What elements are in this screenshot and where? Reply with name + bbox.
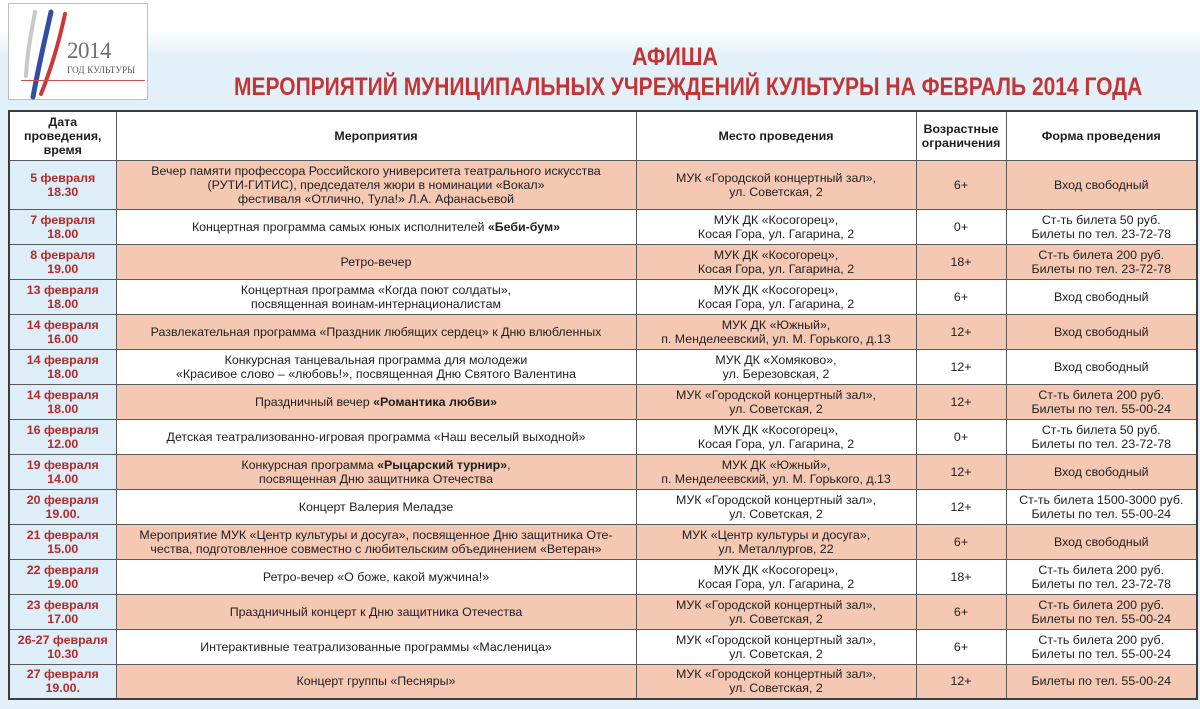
header-age [916, 111, 1006, 160]
event-date-cell [9, 314, 116, 349]
event-name-line: Концерт Валерия Меладзе [298, 499, 454, 514]
venue-address: ул. Советская, 2 [729, 611, 823, 626]
event-time: 18.00 [47, 401, 79, 416]
event-name-cell [116, 629, 636, 664]
age-rating-cell: 12+ [916, 349, 1006, 384]
venue-cell [636, 454, 916, 489]
venue-address: п. Менделеевский, ул. М. Горького, д.13 [661, 471, 891, 486]
event-time: 18.00 [47, 366, 79, 381]
event-name-line: фестиваля «Отлично, Тула!» Л.А. Афанасьевой [237, 191, 515, 206]
logo-divider [21, 80, 145, 81]
table-row [9, 629, 1197, 664]
admission-format-cell [1006, 524, 1197, 559]
events-table [8, 110, 1198, 700]
venue-cell [636, 209, 916, 244]
event-name-line: «Красивое слово – «любовь!», посвященная Дню Святого Валентина [175, 366, 577, 381]
table-row [9, 209, 1197, 244]
venue-name: МУК «Городской концертный зал», [676, 387, 876, 402]
event-date-cell [9, 384, 116, 419]
event-name-cell [116, 594, 636, 629]
venue-cell [636, 594, 916, 629]
venue-name: МУК ДК «Косогорец», [713, 247, 839, 262]
venue-address: ул. Советская, 2 [729, 506, 823, 521]
admission-format-line: Вход свободный [1053, 359, 1149, 374]
admission-format-line: Билеты по тел. 23-72-78 [1031, 576, 1172, 591]
venue-cell [636, 160, 916, 209]
venue-name: МУК ДК «Косогорец», [713, 212, 839, 227]
table-row [9, 349, 1197, 384]
event-name-line: чества, подготовленное совместно с любительским объединением «Ветеран» [150, 541, 602, 556]
event-date: 8 февраля [30, 247, 96, 262]
venue-cell [636, 489, 916, 524]
venue-cell [636, 384, 916, 419]
event-name-cell [116, 244, 636, 279]
event-date: 5 февраля [30, 170, 96, 185]
admission-format-cell [1006, 629, 1197, 664]
table-row [9, 524, 1197, 559]
event-name-line: Интерактивные театрализованные программы «Масленица» [200, 639, 552, 654]
event-name-line: Концертная программа «Когда поют солдаты», [240, 282, 512, 297]
event-name-line: Вечер памяти профессора Российского университета театрального искусства [151, 163, 601, 178]
event-name-text: Конкурсная программа [241, 457, 378, 472]
event-date: 27 февраля [26, 667, 99, 682]
admission-format-cell [1006, 384, 1197, 419]
header-venue: Место проведения [636, 111, 916, 160]
event-name-cell [116, 489, 636, 524]
age-rating-cell: 12+ [916, 314, 1006, 349]
event-date-cell [9, 209, 116, 244]
admission-format-cell [1006, 594, 1197, 629]
admission-format-line: Ст-ть билета 1500-3000 руб. [1019, 492, 1184, 507]
venue-name: МУК «Городской концертный зал», [676, 170, 876, 185]
event-name-highlight: «Рыцарский турнир» [377, 457, 508, 472]
admission-format-line: Билеты по тел. 55-00-24 [1031, 646, 1172, 661]
event-date: 22 февраля [26, 562, 99, 577]
event-date-cell [9, 419, 116, 454]
event-name-line [120, 220, 633, 234]
venue-name: МУК ДК «Южный», [721, 457, 831, 472]
event-name-highlight: «Романтика любви» [373, 394, 498, 409]
admission-format-cell [1006, 279, 1197, 314]
event-date: 23 февраля [26, 597, 99, 612]
admission-format-cell [1006, 160, 1197, 209]
event-date: 14 февраля [26, 317, 99, 332]
age-rating-cell: 6+ [916, 594, 1006, 629]
header-format: Форма проведения [1006, 111, 1197, 160]
event-name-cell [116, 419, 636, 454]
venue-cell [636, 629, 916, 664]
admission-format-cell [1006, 489, 1197, 524]
admission-format-line: Ст-ть билета 50 руб. [1041, 212, 1161, 227]
admission-format-line: Ст-ть билета 50 руб. [1041, 422, 1161, 437]
table-row [9, 489, 1197, 524]
event-time: 14.00 [47, 471, 79, 486]
admission-format-line: Вход свободный [1053, 464, 1149, 479]
table-row [9, 244, 1197, 279]
admission-format-line: Ст-ть билета 200 руб. [1038, 597, 1165, 612]
header-age-line: Возрастные [923, 121, 999, 136]
event-name-line: Концерт группы «Песняры» [296, 674, 456, 689]
event-name-cell [116, 160, 636, 209]
header-event: Мероприятия [116, 111, 636, 160]
event-date-cell [9, 629, 116, 664]
event-name-line: посвященная воинам-интернационалистам [250, 296, 501, 311]
event-name-line: Мероприятие МУК «Центр культуры и досуга», посвященное Дню защитника Оте- [139, 527, 613, 542]
venue-name: МУК ДК «Косогорец», [713, 422, 839, 437]
admission-format-cell [1006, 209, 1197, 244]
event-time: 19.00. [45, 681, 80, 696]
event-name-line: Детская театрализованно-игровая программа «Наш веселый выходной» [166, 429, 586, 444]
header-date [9, 111, 116, 160]
venue-cell [636, 279, 916, 314]
event-time: 12.00 [47, 436, 79, 451]
event-date-cell [9, 594, 116, 629]
venue-name: МУК ДК «Южный», [721, 317, 831, 332]
poster-title: АФИША [632, 43, 718, 71]
event-date: 7 февраля [30, 212, 96, 227]
event-name-cell [116, 209, 636, 244]
age-rating-cell: 12+ [916, 489, 1006, 524]
venue-cell [636, 664, 916, 699]
age-rating-cell: 12+ [916, 454, 1006, 489]
event-time: 18.00 [47, 296, 79, 311]
admission-format-cell [1006, 314, 1197, 349]
venue-address: п. Менделеевский, ул. М. Горького, д.13 [661, 331, 891, 346]
event-name-highlight: «Беби-бум» [487, 219, 561, 234]
venue-name: МУК «Центр культуры и досуга», [681, 527, 871, 542]
event-name-line: посвященная Дню защитника Отечества [259, 471, 493, 486]
table-row [9, 594, 1197, 629]
event-name-line: Ретро-вечер [340, 254, 412, 269]
admission-format-line: Ст-ть билета 200 руб. [1038, 562, 1165, 577]
venue-address: ул. Березовская, 2 [722, 366, 830, 381]
admission-format-cell [1006, 454, 1197, 489]
table-row [9, 664, 1197, 699]
table-row [9, 559, 1197, 594]
event-date: 13 февраля [26, 282, 99, 297]
event-name-text: Праздничный вечер [254, 394, 374, 409]
age-rating-cell: 6+ [916, 629, 1006, 664]
table-row [9, 384, 1197, 419]
table-row [9, 279, 1197, 314]
year-of-culture-logo [8, 3, 148, 100]
event-name-cell [116, 454, 636, 489]
event-name-cell [116, 524, 636, 559]
event-time: 16.00 [47, 331, 79, 346]
header-date-line: время [43, 142, 82, 157]
admission-format-line: Билеты по тел. 23-72-78 [1031, 226, 1172, 241]
admission-format-line: Билеты по тел. 55-00-24 [1031, 674, 1172, 689]
event-name-line [120, 458, 633, 472]
event-name-cell [116, 664, 636, 699]
venue-name: МУК «Городской концертный зал», [676, 632, 876, 647]
event-date: 14 февраля [26, 352, 99, 367]
venue-name: МУК ДК «Хомяково», [715, 352, 837, 367]
event-date-cell [9, 489, 116, 524]
age-rating-cell: 0+ [916, 209, 1006, 244]
venue-cell [636, 524, 916, 559]
table-header-row [9, 111, 1197, 160]
event-time: 10.30 [47, 646, 79, 661]
event-date-cell [9, 349, 116, 384]
table-row [9, 314, 1197, 349]
event-name-line: Конкурсная танцевальная программа для молодежи [224, 352, 528, 367]
admission-format-line: Вход свободный [1053, 324, 1149, 339]
event-name-cell [116, 314, 636, 349]
venue-cell [636, 559, 916, 594]
event-time: 19.00. [45, 506, 80, 521]
event-name-cell [116, 384, 636, 419]
venue-name: МУК ДК «Косогорец», [713, 282, 839, 297]
logo-year: 2014 [67, 38, 111, 63]
age-rating-cell: 6+ [916, 524, 1006, 559]
age-rating-cell: 6+ [916, 279, 1006, 314]
event-date-cell [9, 559, 116, 594]
venue-address: ул. Советская, 2 [729, 681, 823, 696]
event-time: 18.00 [47, 226, 79, 241]
logo-caption: ГОД КУЛЬТУРЫ [67, 65, 136, 75]
admission-format-line: Билеты по тел. 55-00-24 [1031, 506, 1172, 521]
admission-format-line: Вход свободный [1053, 177, 1149, 192]
admission-format-cell [1006, 664, 1197, 699]
event-time: 15.00 [47, 541, 79, 556]
table-row [9, 160, 1197, 209]
venue-address: ул. Советская, 2 [729, 401, 823, 416]
event-time: 19.00 [47, 261, 79, 276]
venue-address: Косая Гора, ул. Гагарина, 2 [697, 226, 855, 241]
event-date: 20 февраля [26, 492, 99, 507]
admission-format-line: Вход свободный [1053, 289, 1149, 304]
admission-format-line: Билеты по тел. 55-00-24 [1031, 401, 1172, 416]
admission-format-cell [1006, 349, 1197, 384]
event-date-cell [9, 279, 116, 314]
venue-cell [636, 244, 916, 279]
event-name-cell [116, 279, 636, 314]
venue-cell [636, 314, 916, 349]
event-name-text: , [507, 457, 511, 472]
age-rating-cell: 18+ [916, 559, 1006, 594]
event-name-cell [116, 559, 636, 594]
event-date-cell [9, 160, 116, 209]
event-date: 19 февраля [26, 457, 99, 472]
admission-format-line: Ст-ть билета 200 руб. [1038, 632, 1165, 647]
admission-format-line: Билеты по тел. 23-72-78 [1031, 261, 1172, 276]
event-date-cell [9, 664, 116, 699]
event-date-cell [9, 244, 116, 279]
admission-format-line: Ст-ть билета 200 руб. [1038, 247, 1165, 262]
admission-format-cell [1006, 244, 1197, 279]
table-row [9, 454, 1197, 489]
event-name-text: Концертная программа самых юных исполнителей [191, 219, 488, 234]
admission-format-line: Вход свободный [1053, 534, 1149, 549]
venue-name: МУК «Городской концертный зал», [676, 597, 876, 612]
venue-address: ул. Советская, 2 [729, 646, 823, 661]
venue-address: Косая Гора, ул. Гагарина, 2 [697, 261, 855, 276]
venue-address: Косая Гора, ул. Гагарина, 2 [697, 296, 855, 311]
age-rating-cell: 18+ [916, 244, 1006, 279]
header-age-line: ограничения [921, 135, 1001, 150]
admission-format-line: Билеты по тел. 23-72-78 [1031, 436, 1172, 451]
event-time: 19.00 [47, 576, 79, 591]
header-date-line: проведения, [24, 128, 102, 143]
event-name-cell [116, 349, 636, 384]
venue-name: МУК «Городской концертный зал», [676, 667, 876, 682]
venue-address: Косая Гора, ул. Гагарина, 2 [697, 436, 855, 451]
event-date: 16 февраля [26, 422, 99, 437]
event-time: 18.30 [47, 184, 79, 199]
event-name-line: (РУТИ-ГИТИС), председателя жюри в номинации «Вокал» [207, 177, 545, 192]
venue-name: МУК «Городской концертный зал», [676, 492, 876, 507]
header-date-line: Дата [48, 114, 78, 129]
admission-format-cell [1006, 559, 1197, 594]
table-row [9, 419, 1197, 454]
venue-address: ул. Металлургов, 22 [718, 541, 834, 556]
event-time: 17.00 [47, 611, 79, 626]
age-rating-cell: 12+ [916, 664, 1006, 699]
age-rating-cell: 12+ [916, 384, 1006, 419]
event-name-line: Развлекательная программа «Праздник любящих сердец» к Дню влюбленных [150, 324, 602, 339]
admission-format-cell [1006, 419, 1197, 454]
venue-cell [636, 349, 916, 384]
event-date: 21 февраля [26, 527, 99, 542]
age-rating-cell: 6+ [916, 160, 1006, 209]
event-name-line [120, 395, 633, 409]
admission-format-line: Ст-ть билета 200 руб. [1038, 387, 1165, 402]
venue-address: ул. Советская, 2 [729, 184, 823, 199]
venue-name: МУК ДК «Косогорец», [713, 562, 839, 577]
venue-cell [636, 419, 916, 454]
event-name-line: Ретро-вечер «О боже, какой мужчина!» [262, 569, 490, 584]
event-name-line: Праздничный концерт к Дню защитника Отечества [229, 604, 523, 619]
age-rating-cell: 0+ [916, 419, 1006, 454]
event-date-cell [9, 524, 116, 559]
event-date: 26-27 февраля [17, 632, 108, 647]
event-date-cell [9, 454, 116, 489]
venue-address: Косая Гора, ул. Гагарина, 2 [697, 576, 855, 591]
poster-subtitle: МЕРОПРИЯТИЙ МУНИЦИПАЛЬНЫХ УЧРЕЖДЕНИЙ КУЛЬТУРЫ НА ФЕВРАЛЬ 2014 ГОДА [234, 73, 1143, 101]
admission-format-line: Билеты по тел. 55-00-24 [1031, 611, 1172, 626]
event-date: 14 февраля [26, 387, 99, 402]
